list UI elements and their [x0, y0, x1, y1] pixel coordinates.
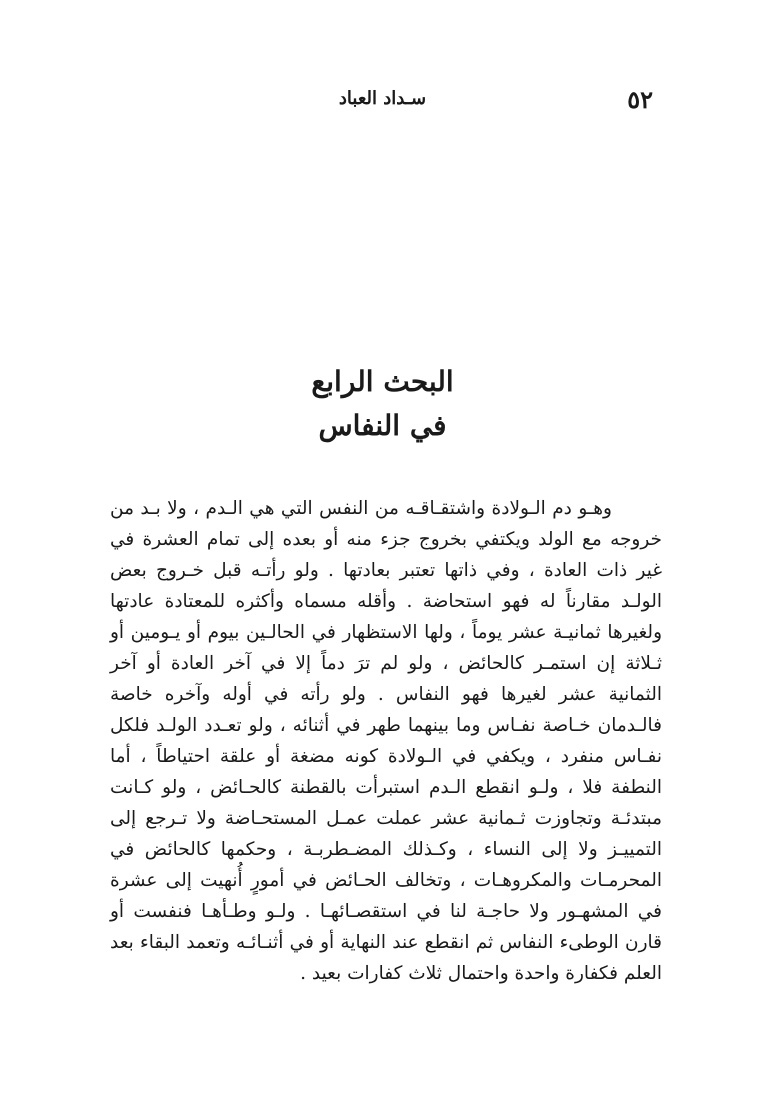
running-header: سـداد العباد	[338, 88, 427, 109]
body-text	[110, 493, 662, 989]
chapter-subtitle: في النفاس	[318, 409, 447, 442]
body-paragraph: وهـو دم الـولادة واشتقـاقـه من النفس التي هي الـدم ، ولا بـد من خروجه مع الولد ويكتفي بخروج جزء منه أو بعده إلى تمام العشرة في غير ذات العادة ، وفي ذاتها تعتبر بعادتها . ولو رأتـه قبل خـروج بعض الولـد مقارناً له فهو استحاضة . وأقله مسماه وأكثره للمعتادة عادتها ولغيرها ثمانيـة عشر يوماً ، ولها الاستظهار في الحالـين بيوم أو يـومين أو ثـلاثة إن استمـر كالحائض ، ولو لم ترَ دماً إلا في آخر العادة أو آخر الثمانية عشر لغيرها فهو النفاس . ولو رأته في أوله وآخره خاصة فالـدمان خـاصة نفـاس وما بينهما طهر في أثنائه ، ولو تعـدد الولـد فلكل نفـاس منفرد ، ويكفي في الـولادة كونه مضغة أو علقة احتياطاً ، أما النطفة فلا ، ولـو انقطع الـدم استبرأت بالقطنة كالحـائض ، ولو كـانت مبتدئـة وتجاوزت ثـمانية عشر عملت عمـل المستحـاضة ولا تـرجع إلى التمييـز ولا إلى النساء ، وكـذلك المضـطربـة ، وحكمها كالحائض في المحرمـات والمكروهـات ، وتخالف الحـائض في أمورٍ أُنهيت إلى عشرة في المشهـور ولا حاجـة لنا في استقصـائهـا . ولـو وطـأهـا فنفست أو قارن الوطىء النفاس ثم انقطع عند النهاية أو في أثنـائـه وتعمد البقاء بعد العلم فكفارة واحدة واحتمال ثلاث كفارات بعيد .	[110, 498, 662, 984]
chapter-heading	[0, 360, 765, 448]
chapter-title: البحث الرابع	[311, 365, 454, 398]
page-number: ٥٢	[627, 85, 653, 114]
